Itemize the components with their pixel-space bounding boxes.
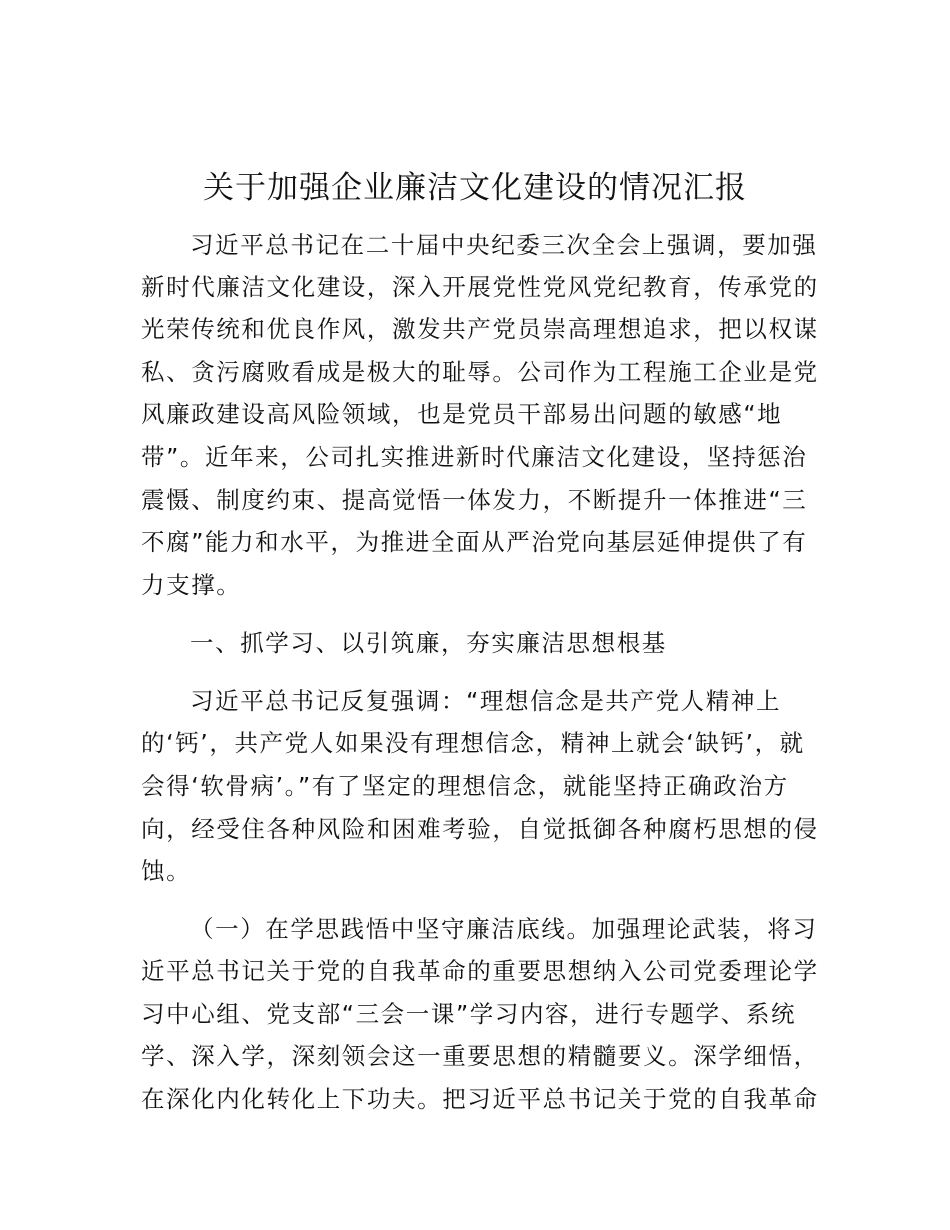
text-line: （一）在学思践悟中坚守廉洁底线。加强理论武装，将习 (190, 915, 818, 943)
text-line: 不腐”能力和水平，为推进全面从严治党向基层延伸提供了有 (141, 528, 808, 556)
text-line: 震慑、制度约束、提高觉悟一体发力，不断提升一体推进“三 (141, 486, 808, 514)
text-line: 的‘钙’，共产党人如果没有理想信念，精神上就会‘缺钙’，就 (141, 729, 805, 757)
text-line: 新时代廉洁文化建设，深入开展党性党风党纪教育，传承党的 (141, 273, 819, 301)
text-line: 习近平总书记在二十届中央纪委三次全会上强调，要加强 (190, 231, 818, 259)
text-line: 带”。近年来，公司扎实推进新时代廉洁文化建设，坚持惩治 (141, 443, 808, 471)
text-line: 会得‘软骨病’。”有了坚定的理想信念，就能坚持正确政治方 (141, 772, 789, 800)
text-line: 习中心组、党支部“三会一课”学习内容，进行专题学、系统 (141, 1000, 797, 1028)
text-line: 近平总书记关于党的自我革命的重要思想纳入公司党委理论学 (141, 957, 819, 985)
section-heading: 一、抓学习、以引筑廉，夯实廉洁思想根基 (190, 629, 667, 657)
text-line: 风廉政建设高风险领域，也是党员干部易出问题的敏感“地 (141, 400, 783, 428)
text-line: 习近平总书记反复强调：“理想信念是共产党人精神上 (190, 687, 782, 715)
text-line: 力支撑。 (141, 571, 242, 599)
text-line: 在深化内化转化上下功夫。把习近平总书记关于党的自我革命 (141, 1085, 819, 1113)
text-line: 蚀。 (141, 857, 192, 885)
text-line: 私、贪污腐败看成是极大的耻辱。公司作为工程施工企业是党 (141, 358, 819, 386)
text-line: 光荣传统和优良作风，激发共产党员崇高理想追求，把以权谋 (141, 315, 819, 343)
document-title: 关于加强企业廉洁文化建设的情况汇报 (203, 170, 747, 206)
text-line: 学、深入学，深刻领会这一重要思想的精髓要义。深学细悟， (141, 1042, 819, 1070)
text-line: 向，经受住各种风险和困难考验，自觉抵御各种腐朽思想的侵 (141, 815, 819, 843)
